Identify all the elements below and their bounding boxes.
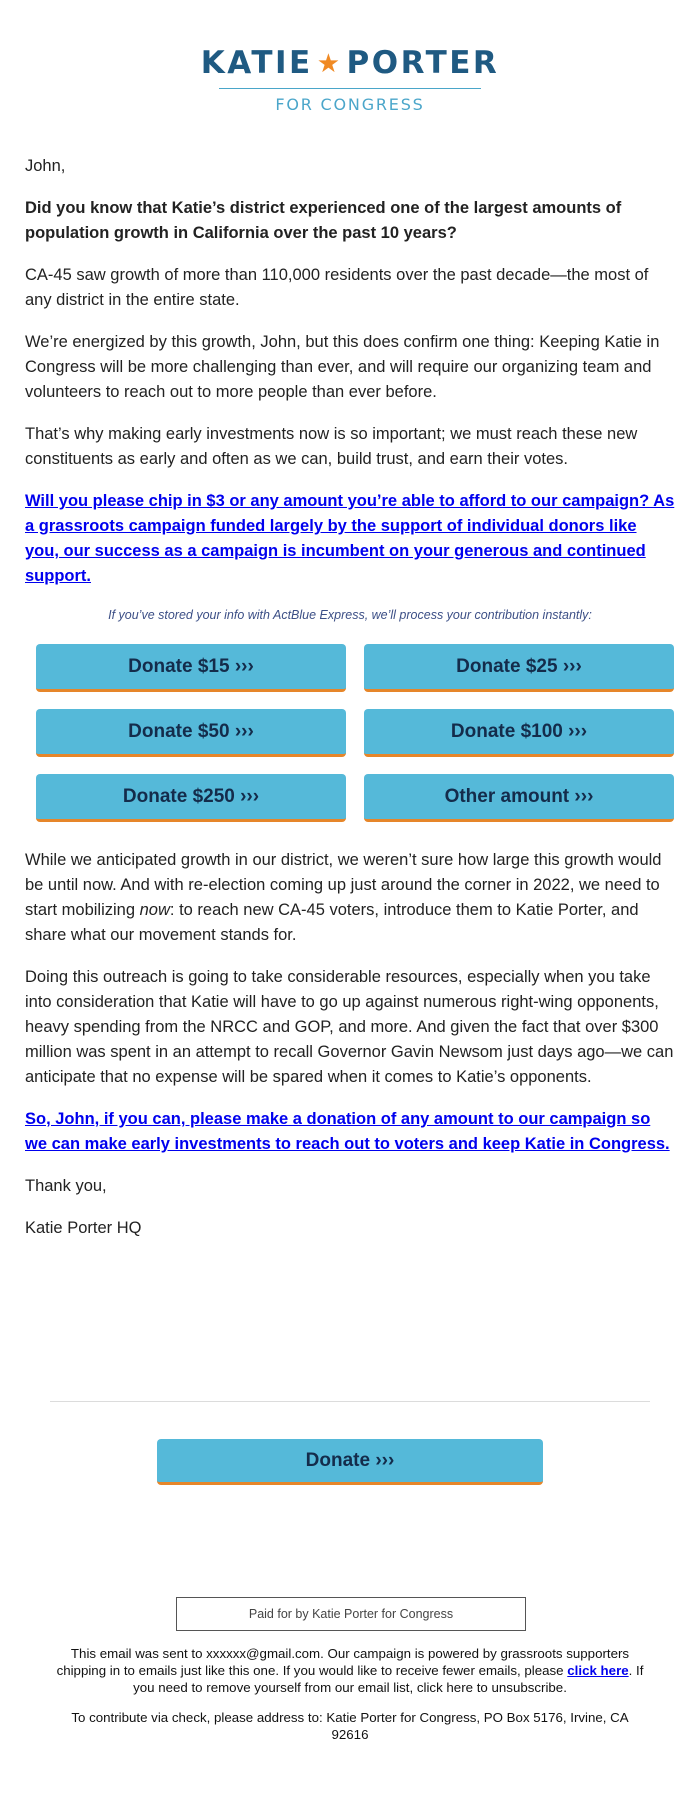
divider (50, 1401, 650, 1402)
actblue-express-note: If you’ve stored your info with ActBlue Express, we’ll process your contribution instantly: (108, 608, 592, 622)
donate-button-grid (36, 644, 675, 822)
logo-first-name: KATIE (200, 45, 313, 81)
bottom-donate-button[interactable]: Donate ››› (157, 1439, 543, 1485)
campaign-logo (0, 45, 700, 114)
mobilizing-text-b: : to reach new CA-45 voters, introduce them to Katie Porter, and share what our movement stands for. (25, 901, 639, 944)
signoff: Thank you, (25, 1177, 107, 1195)
donate-15-button[interactable]: Donate $15 ››› (36, 644, 346, 692)
footer-check-address: To contribute via check, please address to: Katie Porter for Congress, PO Box 5176, Irvine, CA 92616 (71, 1710, 629, 1742)
paragraph-investments: That’s why making early investments now is so important; we must reach these new constituents as early and often as we can, build trust, and earn their votes. (25, 425, 638, 468)
lead-paragraph: Did you know that Katie’s district experienced one of the largest amounts of population growth in California over the past 10 years? (25, 199, 622, 242)
paragraph-energized: We’re energized by this growth, John, but this does confirm one thing: Keeping Katie in Congress will be more challenging than ever, and will require our organizing team and volunteers to reach out to more people than ever before. (25, 333, 660, 401)
donate-25-button[interactable]: Donate $25 ››› (364, 644, 674, 692)
footer-sent-to (55, 1645, 645, 1696)
click-here-link[interactable]: click here (567, 1663, 629, 1678)
greeting: John, (25, 157, 66, 175)
footer-sent-text-a: This email was sent to xxxxxx@gmail.com. Our campaign is powered by grassroots supporters chipping in to emails just like this one. If you would like to receive fewer emails, please (56, 1646, 630, 1678)
paid-for-disclaimer: Paid for by Katie Porter for Congress (176, 1597, 526, 1631)
donation-request-link[interactable]: So, John, if you can, please make a donation of any amount to our campaign so we can make early investments to reach out to voters and keep Katie in Congress. (25, 1110, 670, 1153)
mobilizing-text-a: While we anticipated growth in our district, we weren’t sure how large this growth would be until now. And with re-election coming up just around the corner in 2022, we need to start mobilizing (25, 851, 662, 919)
signature: Katie Porter HQ (25, 1219, 142, 1237)
paragraph-growth: CA-45 saw growth of more than 110,000 residents over the past decade—the most of any district in the entire state. (25, 266, 649, 309)
email-footer (55, 1645, 645, 1756)
logo-wordmark (200, 45, 500, 81)
donate-250-button[interactable]: Donate $250 ››› (36, 774, 346, 822)
logo-last-name: PORTER (346, 45, 500, 81)
donate-other-amount-button[interactable]: Other amount ››› (364, 774, 674, 822)
donate-100-button[interactable]: Donate $100 ››› (364, 709, 674, 757)
star-icon: ★ (316, 48, 343, 79)
paragraph-outreach: Doing this outreach is going to take considerable resources, especially when you take into consideration that Katie will have to go up against numerous right-wing opponents, heavy spending from the NRCC and GOP, and more. And given the fact that over $300 million was spent in an attempt to recall Governor Gavin Newsom just days ago—we can anticipate that no expense will be spared when it comes to Katie’s opponents. (25, 968, 674, 1086)
logo-subtitle: FOR CONGRESS (275, 95, 425, 114)
mobilizing-emphasis: now (139, 901, 170, 919)
paragraph-mobilizing (25, 848, 675, 948)
donate-50-button[interactable]: Donate $50 ››› (36, 709, 346, 757)
logo-rule (219, 88, 481, 89)
footer-sent-text-b: . If you need to remove yourself from our email list, click here to unsubscribe. (133, 1663, 644, 1695)
email-body (25, 154, 675, 1258)
chip-in-link[interactable]: Will you please chip in $3 or any amount you’re able to afford to our campaign? As a grassroots campaign funded largely by the support of individual donors like you, our success as a campaign is incumbent on your generous and continued support. (25, 492, 675, 585)
